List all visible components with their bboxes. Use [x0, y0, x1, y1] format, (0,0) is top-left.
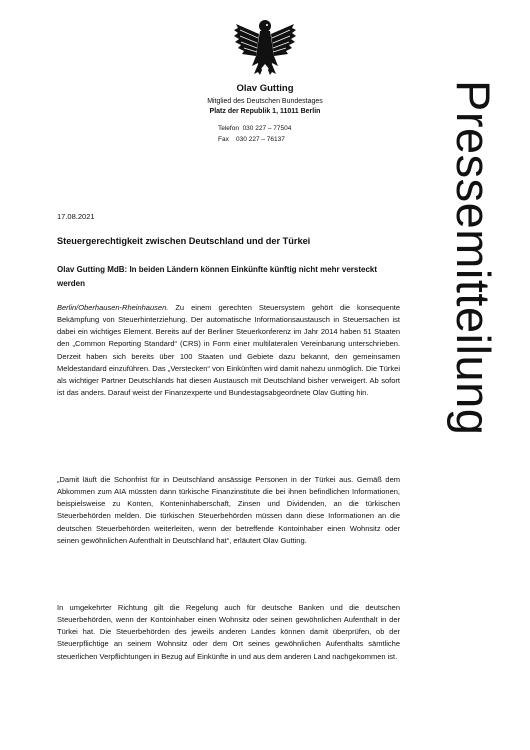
body-paragraph-3: In umgekehrter Richtung gilt die Regelung auch für deutsche Banken und die deutschen Steuerbehörden, wenn der Kontoinhaber einen Wohnsitz oder seinen gewöhnlichen Aufenthalt in der Türkei hat. Die Steuerbehörden des jeweils anderen Landes können damit überprüfen, ob der Steuerpflichtige an seinem Wohnsitz oder dem Ort seines gewöhnlichen Aufenthalts sämtliche steuerlichen Verpflichtungen in Bezug auf Einkünfte in und aus dem anderen Land nachgekommen ist.: [57, 603, 400, 661]
dateline-location: Berlin/Oberhausen-Rheinhausen.: [57, 303, 169, 312]
fax-number: Fax 030 227 – 76137: [218, 136, 285, 143]
body-paragraph-1: [57, 302, 400, 399]
body-paragraph-2: „Damit läuft die Schonfrist für in Deutschland ansässige Personen in der Türkei aus. Gemäß dem Abkommen zum AIA müssten dann türkische Finanzinstitute die bei ihnen befindlichen Informationen, beispielsweise zu Konten, Konteninhaberschaft, Zinsen und Dividenden, an die türkischen Steuerbehörden melden. Die türkischen Steuerbehörden müssen dann diese Informationen an die deutschen Steuerbehörden weiterleiten, wenn der betreffende Kontoinhaber einen Wohnsitz oder seinen gewöhnlichen Aufenthalt in Deutschland hat“, erläutert Olav Gutting.: [57, 475, 400, 545]
subheadline: Olav Gutting MdB: In beiden Ländern können Einkünfte künftig nicht mehr versteckt werden: [57, 265, 378, 288]
headline: Steuergerechtigkeit zwischen Deutschland und der Türkei: [57, 236, 311, 246]
member-name: Olav Gutting: [236, 83, 294, 94]
paragraph-1-text: Zu einem gerechten Steuersystem gehört die konsequente Bekämpfung von Steuerhinterziehung. Der automatische Informationsaustausch in Steuersachen ist dabei ein wichtiges Element. Bereits auf der Berliner Steuerkonferenz im Jahr 2014 haben 51 Staaten den „Common Reporting Standard“ (CRS) in Form einer multilateralen Vereinbarung unterschrieben. Derzeit haben sich bereits über 100 Staaten und Gebiete dazu bekannt, den gemeinsamen Meldestandard einzuführen. Das „Verstecken“ von Einkünften wird damit nahezu unmöglich. Die Türkei als wichtiger Partner Deutschlands hat diesen Austausch mit Deutschland bisher verweigert. Ab sofort ist das anders. Darauf weist der Finanzexperte und Bundestagsabgeordnete Olav Gutting hin.: [57, 303, 400, 398]
member-address: Platz der Republik 1, 11011 Berlin: [209, 108, 321, 115]
bundesadler-icon: [232, 14, 298, 76]
side-title: Pressemitteilung: [447, 80, 500, 436]
phone-number: Telefon 030 227 – 77504: [218, 125, 292, 132]
member-role: Mitglied des Deutschen Bundestages: [207, 98, 323, 105]
release-date: 17.08.2021: [57, 212, 95, 221]
